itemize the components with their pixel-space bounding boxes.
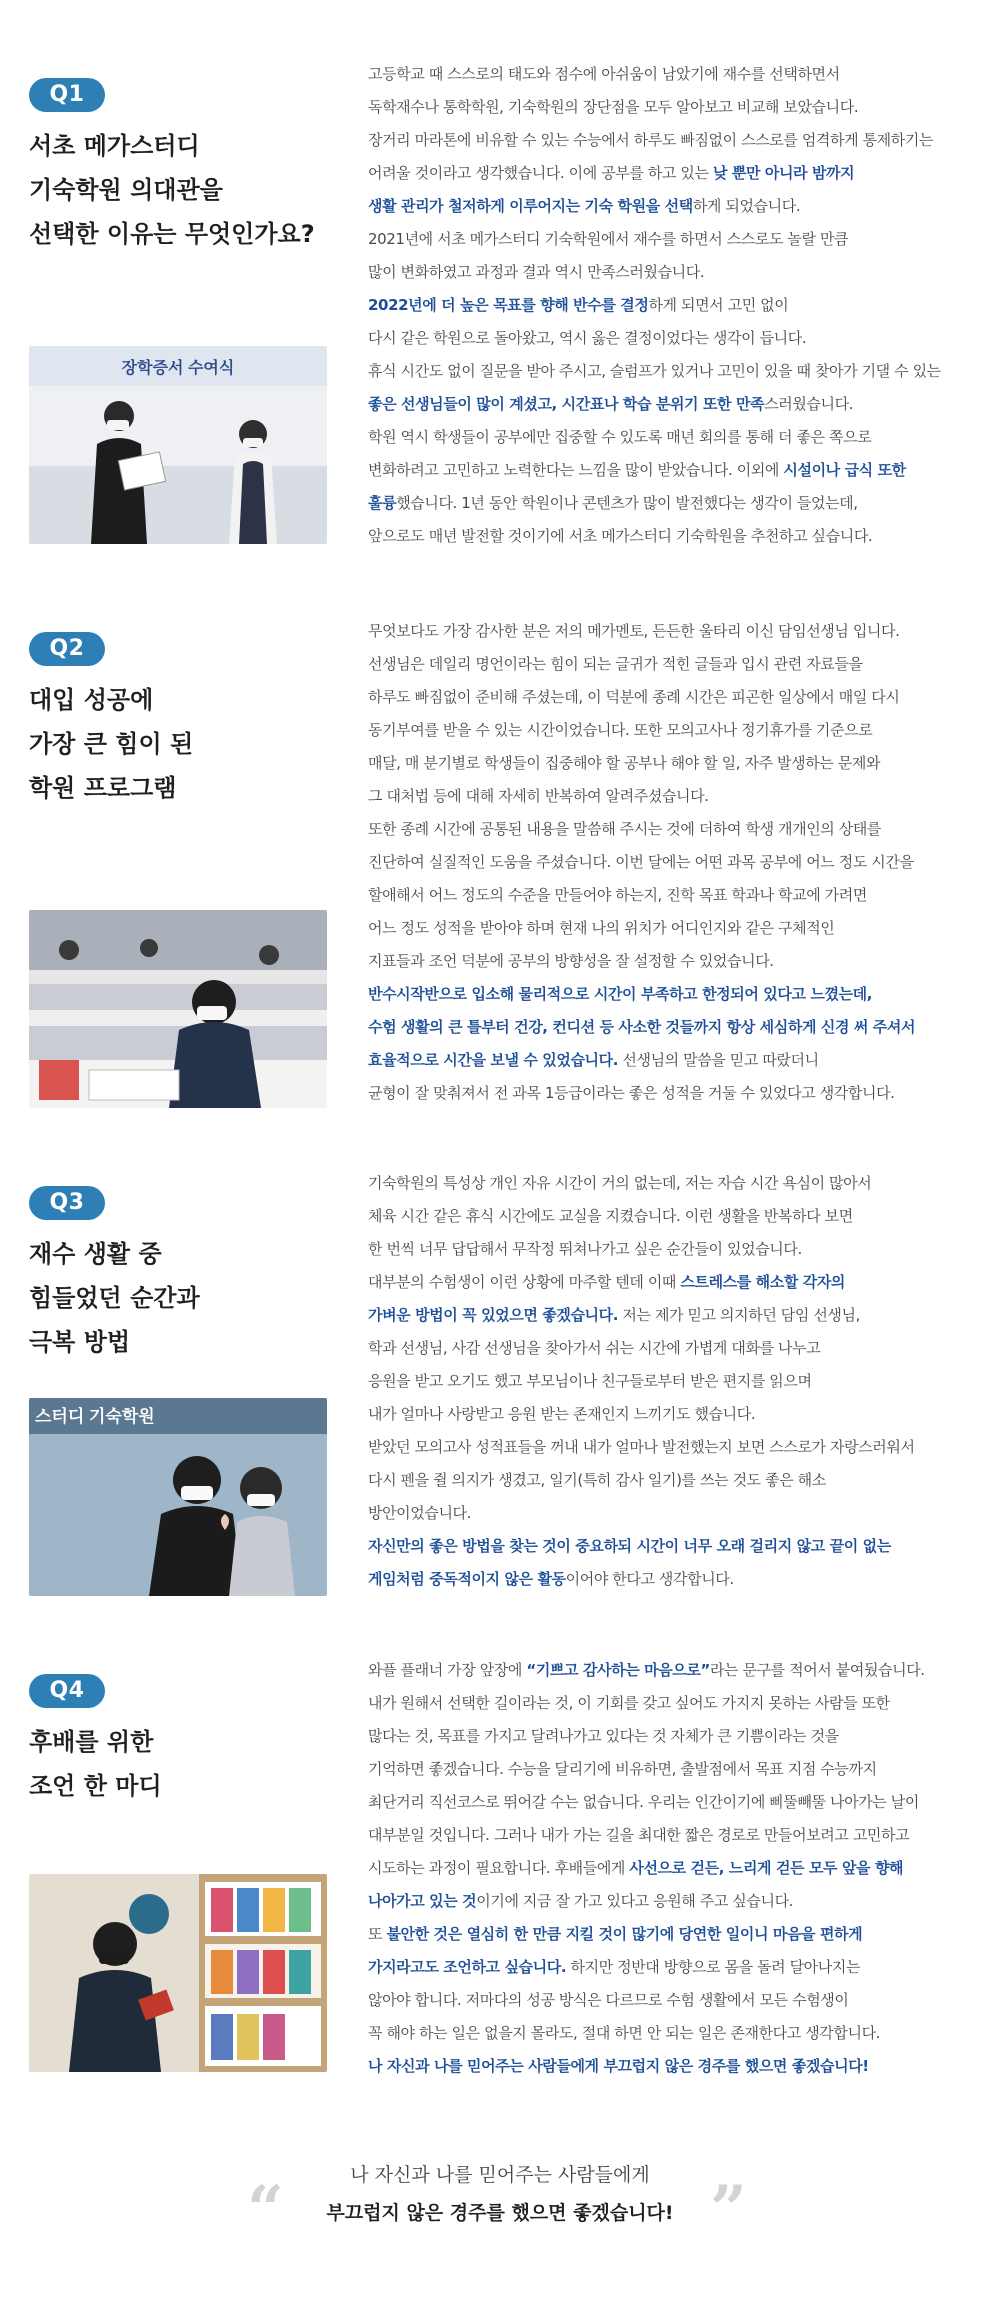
answer-text-segment: 기억하면 좋겠습니다. 수능을 달리기에 비유하면, 출발점에서 목표 지점 수능까지 [368, 1760, 877, 1778]
answer-text-segment: 이어야 한다고 생각합니다. [565, 1570, 734, 1588]
highlighted-text: 반수시작반으로 입소해 물리적으로 시간이 부족하고 한정되어 있다고 느꼈는데, [368, 985, 873, 1003]
answer-line [368, 681, 968, 714]
answer-line [368, 1530, 968, 1563]
answer-text-segment: 응원을 받고 오기도 했고 부모님이나 친구들로부터 받은 편지를 읽으며 [368, 1372, 812, 1390]
question-badge: Q1 [29, 78, 105, 112]
answer-line [368, 813, 968, 846]
answer-lines [368, 615, 968, 1110]
highlighted-text: “기쁘고 감사하는 마음으로” [526, 1661, 710, 1679]
closing-quote-line-1: 나 자신과 나를 믿어주는 사람들에게 [350, 2164, 650, 2186]
answer-line [368, 1786, 968, 1819]
answer-text-segment: 저는 제가 믿고 의지하던 담임 선생님, [618, 1306, 860, 1324]
answer-text-segment: 체육 시간 같은 휴식 시간에도 교실을 지켰습니다. 이런 생활을 반복하다 보면 [368, 1207, 853, 1225]
answer-text-segment: 또한 종례 시간에 공통된 내용을 말씀해 주시는 것에 더하여 학생 개개인의 상태를 [368, 820, 882, 838]
answer-line [368, 1398, 968, 1431]
answer-text-segment: 기숙학원의 특성상 개인 자유 시간이 거의 없는데, 저는 자습 시간 욕심이 많아서 [368, 1174, 872, 1192]
answer-line [368, 1497, 968, 1530]
photo-scholarship-ceremony [29, 346, 327, 544]
highlighted-text: 낮 뿐만 아니라 밤까지 [712, 164, 855, 182]
answer-text-segment: 시도하는 과정이 필요합니다. 후배들에게 [368, 1859, 630, 1877]
photo-bookshelf-student [29, 1874, 327, 2072]
closing-quote [0, 2156, 1000, 2256]
answer-line [368, 747, 968, 780]
answer-text-segment: 다시 펜을 쥘 의지가 생겼고, 일기(특히 감사 일기)를 쓰는 것도 좋은 해소 [368, 1471, 826, 1489]
answer-text-segment: 꼭 해야 하는 일은 없을지 몰라도, 절대 하면 안 되는 일은 존재한다고 생각합니다. [368, 2024, 881, 2042]
answer-line [368, 2050, 968, 2083]
highlighted-text: 자신만의 좋은 방법을 찾는 것이 중요하되 시간이 너무 오래 걸리지 않고 끝이 없는 [368, 1537, 891, 1555]
answer-text-segment: 대부분의 수험생이 이런 상황에 마주할 텐데 이때 [368, 1273, 681, 1291]
answer-text-segment: 하루도 빠짐없이 준비해 주셨는데, 이 덕분에 종례 시간은 피곤한 일상에서 매일 다시 [368, 688, 900, 706]
answer-text-segment: 선생님의 말씀을 믿고 따랐더니 [618, 1051, 819, 1069]
answer-text-segment: 선생님은 데일리 명언이라는 힘이 되는 글귀가 적힌 글들과 입시 관련 자료들을 [368, 655, 863, 673]
answer-lines [368, 1167, 968, 1596]
answer-text-segment: 하게 되면서 고민 없이 [648, 296, 789, 314]
question-badge: Q2 [29, 632, 105, 666]
answer-line [368, 124, 968, 157]
highlighted-text: 효율적으로 시간을 보낼 수 있었습니다. [368, 1051, 619, 1069]
highlighted-text: 게임처럼 중독적이지 않은 활동 [368, 1570, 566, 1588]
answer-line [368, 1951, 968, 1984]
answer-line [368, 1852, 968, 1885]
highlighted-text: 시설이나 급식 또한 [783, 461, 906, 479]
answer-text-segment: 라는 문구를 적어서 붙여뒀습니다. [709, 1661, 925, 1679]
answer-text-segment: 또 [368, 1925, 387, 1943]
answer-line [368, 1167, 968, 1200]
answer-text-segment: 동기부여를 받을 수 있는 시간이었습니다. 또한 모의고사나 정기휴가를 기준으로 [368, 721, 873, 739]
photo-caption: 장학증서 수여식 [121, 360, 235, 377]
answer-line [368, 1687, 968, 1720]
answer-text-segment: 스러웠습니다. [764, 395, 854, 413]
answer-text-segment: 이기에 지금 잘 가고 있다고 응원해 주고 싶습니다. [476, 1892, 794, 1910]
answer-text-segment: 앞으로도 매년 발전할 것이기에 서초 메가스터디 기숙학원을 추천하고 싶습니다. [368, 527, 873, 545]
answer-line [368, 91, 968, 124]
answer-line [368, 1299, 968, 1332]
question-badge: Q3 [29, 1186, 105, 1220]
answer-line [368, 421, 968, 454]
highlighted-text: 생활 관리가 철저하게 이루어지는 기숙 학원을 선택 [368, 197, 693, 215]
answer-text-segment: 2021년에 서초 메가스터디 기숙학원에서 재수를 하면서 스스로도 놀랄 만큼 [368, 230, 849, 248]
highlighted-text: 나아가고 있는 것 [368, 1892, 477, 1910]
answer-text-segment: 변화하려고 고민하고 노력한다는 느낌을 많이 받았습니다. 이외에 [368, 461, 784, 479]
highlighted-text: 불안한 것은 열심히 한 만큼 지킬 것이 많기에 당연한 일이니 마음을 편하게 [386, 1925, 863, 1943]
answer-line [368, 1011, 968, 1044]
question-title: 서초 메가스터디 기숙학원 의대관을 선택한 이유는 무엇인가요? [29, 132, 315, 248]
answer-line [368, 454, 968, 487]
answer-line [368, 1464, 968, 1497]
answer-text-segment: 많다는 것, 목표를 가지고 달려나가고 있다는 것 자체가 큰 기쁨이라는 것을 [368, 1727, 839, 1745]
answer-line [368, 256, 968, 289]
answer-text-segment: 무엇보다도 가장 감사한 분은 저의 메가멘토, 든든한 울타리 이신 담임선생님 입니다. [368, 622, 900, 640]
highlighted-text: 좋은 선생님들이 많이 계셨고, 시간표나 학습 분위기 또한 만족 [368, 395, 765, 413]
answer-line [368, 322, 968, 355]
answer-text-segment: 받았던 모의고사 성적표들을 꺼내 내가 얼마나 발전했는지 보면 스스로가 자랑스러워서 [368, 1438, 915, 1456]
answer-line [368, 1233, 968, 1266]
answer-line [368, 648, 968, 681]
answer-line [368, 1918, 968, 1951]
answer-line [368, 355, 968, 388]
answer-text-segment: 진단하여 실질적인 도움을 주셨습니다. 이번 달에는 어떤 과목 공부에 어느 정도 시간을 [368, 853, 914, 871]
answer-text-segment: 와플 플래너 가장 앞장에 [368, 1661, 527, 1679]
answer-line [368, 1077, 968, 1110]
answer-text-segment: 다시 같은 학원으로 돌아왔고, 역시 옳은 결정이었다는 생각이 듭니다. [368, 329, 807, 347]
answer-text-segment: 최단거리 직선코스로 뛰어갈 수는 없습니다. 우리는 인간이기에 삐뚤빼뚤 나아가는 날이 [368, 1793, 919, 1811]
answer-line [368, 1984, 968, 2017]
open-quote-mark: “ [247, 2172, 284, 2247]
answer-lines [368, 58, 968, 553]
answer-text-segment: 할애해서 어느 정도의 수준을 만들어야 하는지, 진학 목표 학과나 학교에 가려면 [368, 886, 867, 904]
answer-line [368, 879, 968, 912]
answer-line [368, 520, 968, 553]
answer-line [368, 615, 968, 648]
answer-line [368, 388, 968, 421]
answer-line [368, 1563, 968, 1596]
answer-text-segment: 매달, 매 분기별로 학생들이 집중해야 할 공부나 해야 할 일, 자주 발생하는 문제와 [368, 754, 881, 772]
answer-text-segment: 고등학교 때 스스로의 태도와 점수에 아쉬움이 남았기에 재수를 선택하면서 [368, 65, 840, 83]
answer-line [368, 223, 968, 256]
answer-line [368, 1365, 968, 1398]
answer-line [368, 1431, 968, 1464]
answer-text-segment: 내가 얼마나 사랑받고 응원 받는 존재인지 느끼기도 했습니다. [368, 1405, 756, 1423]
highlighted-text: 가벼운 방법이 꼭 있었으면 좋겠습니다. [368, 1306, 619, 1324]
answer-line [368, 58, 968, 91]
closing-quote-line-2: 부끄럽지 않은 경주를 했으면 좋겠습니다! [326, 2202, 674, 2224]
photo-classroom-study [29, 910, 327, 1108]
answer-line [368, 487, 968, 520]
answer-text-segment: 방안이었습니다. [368, 1504, 471, 1522]
answer-line [368, 846, 968, 879]
question-title: 재수 생활 중 힘들었던 순간과 극복 방법 [29, 1240, 200, 1356]
answer-line [368, 1720, 968, 1753]
answer-line [368, 714, 968, 747]
answer-line [368, 1885, 968, 1918]
answer-line [368, 912, 968, 945]
highlighted-text: 2022년에 더 높은 목표를 향해 반수를 결정 [368, 296, 649, 314]
question-title: 대입 성공에 가장 큰 힘이 된 학원 프로그램 [29, 686, 194, 802]
answer-text-segment: 지표들과 조언 덕분에 공부의 방향성을 잘 설정할 수 있었습니다. [368, 952, 774, 970]
answer-text-segment: 한 번씩 너무 답답해서 무작정 뛰쳐나가고 싶은 순간들이 있었습니다. [368, 1240, 802, 1258]
answer-line [368, 1044, 968, 1077]
answer-text-segment: 대부분일 것입니다. 그러나 내가 가는 길을 최대한 짧은 경로로 만들어보려고 고민하고 [368, 1826, 910, 1844]
answer-line [368, 2017, 968, 2050]
answer-text [368, 615, 968, 1110]
question-badge: Q4 [29, 1674, 105, 1708]
answer-lines [368, 1654, 968, 2083]
answer-text-segment: 어느 정도 성적을 받아야 하며 현재 나의 위치가 어디인지와 같은 구체적인 [368, 919, 835, 937]
answer-text-segment: 학과 선생님, 사감 선생님을 찾아가서 쉬는 시간에 가볍게 대화를 나누고 [368, 1339, 821, 1357]
answer-line [368, 1819, 968, 1852]
highlighted-text: 가지라고도 조언하고 싶습니다. [368, 1958, 567, 1976]
answer-text-segment: 않아야 합니다. 저마다의 성공 방식은 다르므로 수험 생활에서 모든 수험생이 [368, 1991, 849, 2009]
answer-line [368, 1266, 968, 1299]
answer-line [368, 1654, 968, 1687]
answer-text-segment: 그 대처법 등에 대해 자세히 반복하여 알려주셨습니다. [368, 787, 709, 805]
highlighted-text: 사선으로 걷든, 느리게 걷든 모두 앞을 향해 [629, 1859, 904, 1877]
answer-text-segment: 휴식 시간도 없이 질문을 받아 주시고, 슬럼프가 있거나 고민이 있을 때 찾아가 기댈 수 있는 [368, 362, 941, 380]
answer-line [368, 157, 968, 190]
answer-text-segment: 균형이 잘 맞춰져서 전 과목 1등급이라는 좋은 성적을 거둘 수 있었다고 생각합니다. [368, 1084, 895, 1102]
answer-text-segment: 내가 원해서 선택한 길이라는 것, 이 기회를 갖고 싶어도 가지지 못하는 사람들 또한 [368, 1694, 890, 1712]
answer-text-segment: 독학재수나 통학학원, 기숙학원의 장단점을 모두 알아보고 비교해 보았습니다. [368, 98, 859, 116]
close-quote-mark: ” [710, 2172, 747, 2247]
answer-line [368, 1753, 968, 1786]
answer-text-segment: 하게 되었습니다. [692, 197, 801, 215]
answer-line [368, 289, 968, 322]
photo-students-hearts [29, 1398, 327, 1596]
answer-text [368, 1167, 968, 1596]
answer-text [368, 1654, 968, 2083]
answer-text-segment: 학원 역시 학생들이 공부에만 집중할 수 있도록 매년 회의를 통해 더 좋은 쪽으로 [368, 428, 872, 446]
highlighted-text: 훌륭 [368, 494, 397, 512]
question-title: 후배를 위한 조언 한 마디 [29, 1728, 162, 1800]
answer-text-segment: 많이 변화하였고 과정과 결과 역시 만족스러웠습니다. [368, 263, 705, 281]
answer-text-segment: 했습니다. 1년 동안 학원이나 콘텐츠가 많이 발전했다는 생각이 들었는데, [396, 494, 858, 512]
answer-line [368, 1332, 968, 1365]
answer-text-segment: 어려울 것이라고 생각했습니다. 이에 공부를 하고 있는 [368, 164, 713, 182]
answer-line [368, 780, 968, 813]
answer-line [368, 945, 968, 978]
highlighted-text: 나 자신과 나를 믿어주는 사람들에게 부끄럽지 않은 경주를 했으면 좋겠습니다! [368, 2057, 869, 2075]
answer-line [368, 978, 968, 1011]
answer-line [368, 1200, 968, 1233]
photo-caption: 스터디 기숙학원 [35, 1407, 155, 1426]
highlighted-text: 스트레스를 해소할 각자의 [680, 1273, 846, 1291]
answer-line [368, 190, 968, 223]
highlighted-text: 수험 생활의 큰 틀부터 건강, 컨디션 등 사소한 것들까지 항상 세심하게 신경 써 주셔서 [368, 1018, 916, 1036]
answer-text-segment: 장거리 마라톤에 비유할 수 있는 수능에서 하루도 빠짐없이 스스로를 엄격하게 통제하기는 [368, 131, 934, 149]
answer-text [368, 58, 968, 553]
answer-text-segment: 하지만 정반대 방향으로 몸을 돌려 달아나지는 [566, 1958, 861, 1976]
